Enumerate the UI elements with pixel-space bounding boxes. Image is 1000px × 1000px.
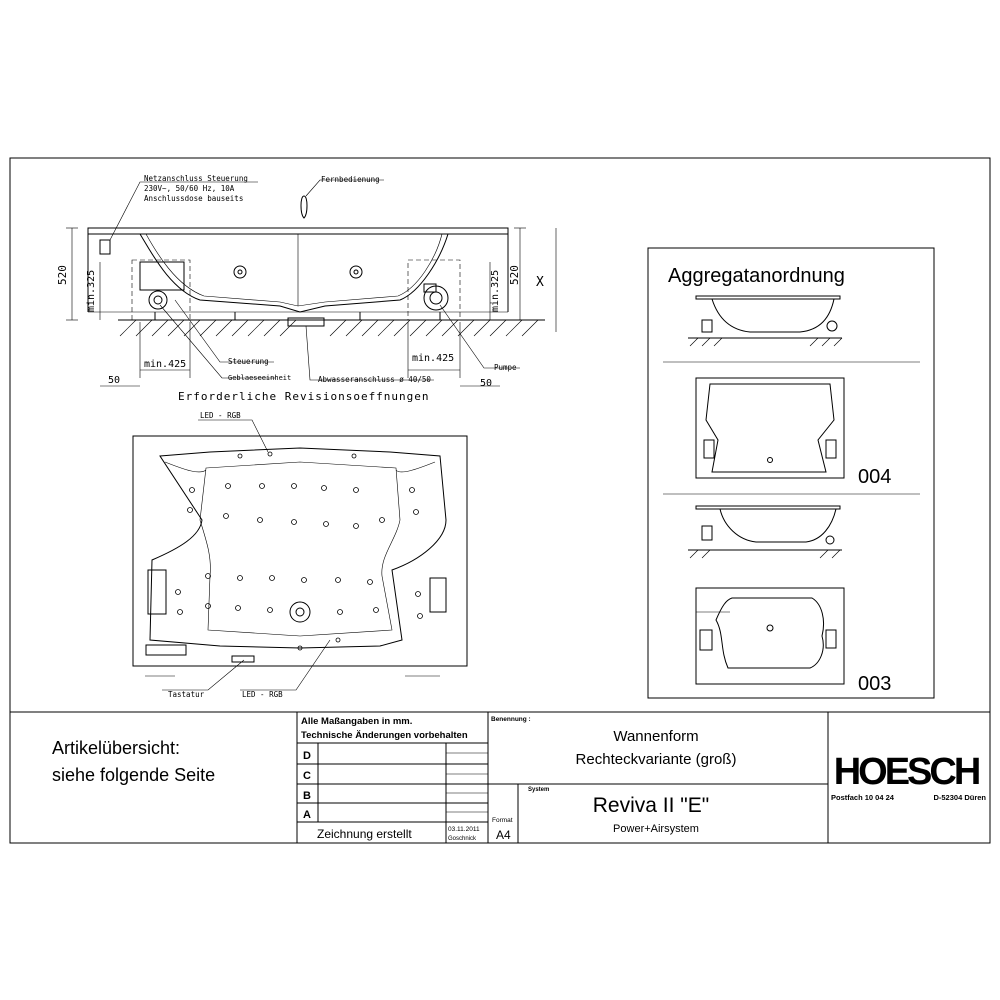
artikel-uebersicht-note: siehe folgende Seite xyxy=(52,765,216,785)
benennung-wannenform: Wannenform xyxy=(613,728,699,745)
label-led-rgb-top: LED - RGB xyxy=(200,411,241,420)
dim-520-right: 520 xyxy=(508,265,521,285)
hoesch-logo: HOESCH xyxy=(833,751,979,793)
zeichnung-erstellt: Zeichnung erstellt xyxy=(317,827,412,841)
dim-520-left: 520 xyxy=(56,265,69,285)
label-tastatur: Tastatur xyxy=(168,690,205,699)
label-steuerung: Steuerung xyxy=(228,357,269,366)
dim-min325-left: min.325 xyxy=(86,269,97,312)
aggregat-003-side-view xyxy=(688,506,842,558)
dim-min425-right: min.425 xyxy=(412,353,455,364)
drawing-date: 03.11.2011 xyxy=(448,826,480,833)
aggregat-004-top-view xyxy=(696,378,844,478)
address-postfach: Postfach 10 04 24 xyxy=(831,793,894,802)
revision-a: A xyxy=(303,809,311,821)
system-subtitle: Power+Airsystem xyxy=(613,823,699,835)
benennung-rechteckvariante: Rechteckvariante (groß) xyxy=(575,751,737,768)
label-abwasseranschluss: Abwasseranschluss ø 40/50 xyxy=(318,375,431,384)
aggregat-code-004: 004 xyxy=(858,466,892,488)
aggregat-003-top-view xyxy=(696,588,844,684)
label-netzanschluss: Netzanschluss Steuerung xyxy=(144,174,248,183)
revision-c: C xyxy=(303,770,311,782)
dim-50-right: 50 xyxy=(480,378,493,389)
system-name: Reviva II "E" xyxy=(592,794,710,817)
note-massangaben: Alle Maßangaben in mm. xyxy=(301,716,413,727)
aggregat-title: Aggregatanordnung xyxy=(668,265,845,287)
benennung-label: Benennung : xyxy=(491,716,531,723)
note-aenderungen: Technische Änderungen vorbehalten xyxy=(301,730,468,741)
top-view-drawing xyxy=(133,420,467,690)
label-revisionsoeffnungen: Erforderliche Revisionsoeffnungen xyxy=(178,390,430,403)
label-geblaeseeinheit: Geblaeseeinheit xyxy=(228,374,292,382)
label-netz-spec: 230V~, 50/60 Hz, 10A xyxy=(144,184,235,193)
label-led-rgb-bottom: LED - RGB xyxy=(242,690,283,699)
dim-50-left: 50 xyxy=(108,375,121,386)
side-view-drawing xyxy=(66,180,556,386)
revision-d: D xyxy=(303,750,311,762)
system-label: System xyxy=(528,787,550,793)
format-value: A4 xyxy=(496,828,511,842)
drawn-by: Goschnick xyxy=(448,836,477,842)
label-fernbedienung: Fernbedienung xyxy=(321,175,380,184)
revision-b: B xyxy=(303,790,311,802)
artikel-uebersicht-label: Artikelübersicht: xyxy=(52,738,181,758)
dim-min325-right: min.325 xyxy=(490,269,501,312)
dim-min425-left: min.425 xyxy=(144,359,187,370)
format-label: Format xyxy=(492,817,513,824)
address-city: D-52304 Düren xyxy=(933,793,986,802)
aggregat-004-side-view xyxy=(688,296,842,346)
aggregat-code-003: 003 xyxy=(858,673,892,695)
label-pumpe: Pumpe xyxy=(494,363,517,372)
label-anschlussdose: Anschlussdose bauseits xyxy=(144,194,244,203)
dim-x-mark: X xyxy=(536,275,544,290)
